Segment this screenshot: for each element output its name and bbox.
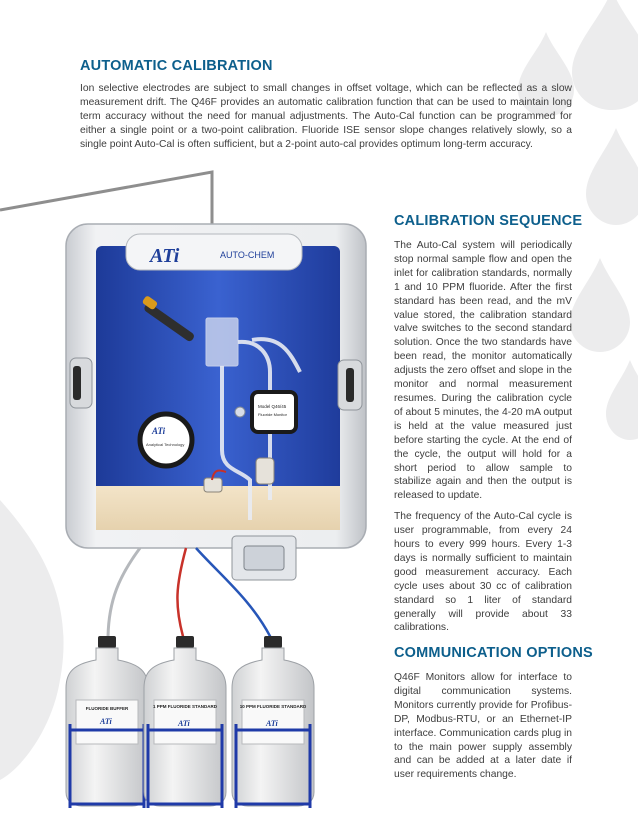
grey-tube [108,548,140,640]
connector-line [0,172,212,226]
automatic-calibration-body: Ion selective electrodes are subject to small changes in offset voltage, which can be reflected as a slow measurement drift. The Q46F provides an automatic calibration function that can be used to maintain long term accuracy without the need for manual adjustments. The Auto-Cal function can be programmed for either a single point or a two-point calibration. Fluoride ISE sensor slope changes relatively slowly, so a single point Auto-Cal is often sufficient, but a 2-point auto-cal provides optimum long-term accuracy. [80,83,572,150]
bottle-label-text: 10 PPM FLUORIDE STANDARD [239,704,307,709]
brand-logo: ATi [150,245,180,267]
red-tube [177,548,186,640]
bottle-label-logo: ATi [266,719,278,728]
monitor-module-label: Model Q46/45 [258,404,287,409]
drop-shape [570,258,630,352]
valve-block [256,458,274,484]
pump-core [244,546,284,570]
valve-block [204,478,222,492]
section-heading-automatic-calibration: AUTOMATIC CALIBRATION [80,58,273,74]
bottle-cap [98,636,116,648]
right-latch-slot [346,368,354,402]
drop-shape [586,128,638,225]
section-heading-communication-options: COMMUNICATION OPTIONS [394,645,593,661]
bottle-label-text: 1 PPM FLUORIDE STANDARD [153,704,217,709]
product-photo [0,168,390,818]
base-tray [96,486,340,530]
calibration-sequence-paragraph: The frequency of the Auto-Cal cycle is user programmable, from every 24 hours to every 999 hours. Every 1-3 days is normally sufficient to maintain good measurement accuracy. Each cycle uses about 30 cc of calibration standard so 1 liter of standard generally will provide about 33 calibrations. [394,511,572,634]
sensor-module-text: Analytical Technology [146,442,185,447]
calibration-sequence-paragraph: The Auto-Cal system will periodically stop normal sample flow and open the inlet for calibration standards, normally 1 and 10 PPM fluoride. After the first standard has been read, and the mV value stored, the calibration standard valve switches to the second standard solution. Once the two standards have been read, the monitor automatically adjusts the zero offset and slope in the monitor and normal measurement resumes. During the calibration cycle of about 5 minutes, the 4-20 mA output is held at the value measured just before starting the cycle. At the end of the cycle, the output will hold for a short period to allow sample to stabilize again and then the output is released to update. [394,240,572,502]
bottle-label-logo: ATi [178,719,190,728]
communication-options-body: Q46F Monitors allow for interface to digital communication systems. Monitors currently provide for Profibus-DP, Modbus-RTU, or an Ethernet-IP interface. Communication cards plug in to the main power supply assembly and can be added at a later date if user requirements change. [394,672,572,781]
drop-shape [606,360,638,440]
brand-name: AUTO-CHEM [220,250,275,260]
left-latch-slot [73,366,81,400]
bottle-label-logo: ATi [100,717,112,726]
section-heading-calibration-sequence: CALIBRATION SEQUENCE [394,213,583,229]
monitor-fitting [235,407,245,417]
drop-shape [572,0,638,110]
sensor-module-logo: ATi [152,426,166,436]
calibration-sequence-body [394,239,572,642]
bottle-cap [264,636,282,648]
sensor-module [140,414,192,466]
bottle-cap [176,636,194,648]
flow-cell [206,318,238,366]
bottle-label-text: FLUORIDE BUFFER [85,706,129,711]
bottle-group [66,636,314,808]
monitor-module-sub: Fluoride Monitor [258,412,287,417]
